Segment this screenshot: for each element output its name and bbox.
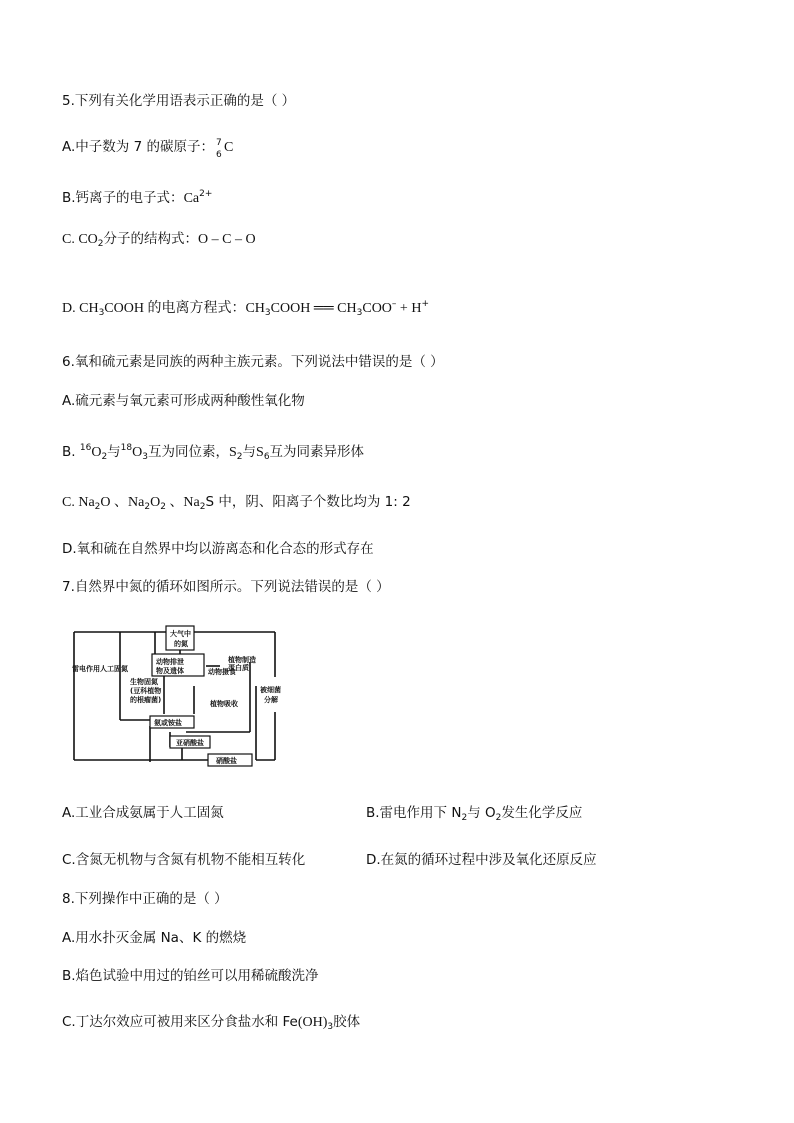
svg-text:生物固氮: 生物固氮: [130, 678, 158, 686]
diagram-lightning-label: 雷电作用: [72, 665, 100, 673]
diagram-plant-absorb-label: 植物吸收: [210, 700, 238, 708]
q7-option-d: D.在氮的循环过程中涉及氧化还原反应: [366, 852, 597, 868]
q6-option-b: B. $^{16}O_2$与$^{18}O_3$互为同位素，$S_2$与$S_6$互为同素异形体: [62, 443, 365, 462]
svg-text:植物制造: 植物制造: [228, 656, 256, 664]
diagram-artificial-label: 人工固氮: [100, 665, 128, 673]
svg-text:动物排泄: 动物排泄: [156, 658, 184, 666]
diagram-animal-eat-label: 动物摄食: [208, 668, 236, 676]
q5-option-d: D. $CH_3COOH$ 的电离方程式：$CH_3COOH$ ══ $CH_3COO^- + H^+$: [62, 299, 429, 318]
svg-text:的氮: 的氮: [174, 640, 188, 648]
svg-text:分解: 分解: [264, 696, 278, 704]
carbon-isotope: 7 6: [215, 138, 222, 160]
q7-option-b: B.雷电作用下 $N_2$与 $O_2$发生化学反应: [366, 805, 583, 823]
q7-option-c: C.含氮无机物与含氮有机物不能相互转化: [62, 852, 306, 868]
q5-option-a: [62, 138, 234, 160]
nitrogen-cycle-diagram: [70, 622, 310, 772]
q5-a-text: A.中子数为 7 的碳原子：: [62, 139, 214, 155]
q5-option-b: B.钙离子的电子式：$Ca^{2+}$: [62, 189, 213, 206]
svg-text:物及遗体: 物及遗体: [156, 667, 184, 675]
q6-option-a: A.硫元素与氧元素可形成两种酸性氧化物: [62, 393, 305, 409]
q5-stem: 5.下列有关化学用语表示正确的是（ ）: [62, 93, 296, 109]
q7-option-a: A.工业合成氨属于人工固氮: [62, 805, 224, 821]
carbon-symbol: C: [223, 140, 234, 155]
diagram-ammonium-label: 氨或铵盐: [154, 719, 182, 727]
diagram-atm-label: 大气中: [170, 630, 191, 638]
q6-stem: 6.氧和硫元素是同族的两种主族元素。下列说法中错误的是（ ）: [62, 354, 444, 370]
svg-text:被细菌: 被细菌: [260, 686, 281, 694]
q5-option-c: C. $CO_2$分子的结构式：O – C – O: [62, 231, 256, 249]
q8-option-c: C.丁达尔效应可被用来区分食盐水和 $Fe(OH)_3$胶体: [62, 1014, 361, 1032]
q7-stem: 7.自然界中氮的循环如图所示。下列说法错误的是（ ）: [62, 579, 390, 595]
q8-stem: 8.下列操作中正确的是（ ）: [62, 891, 228, 907]
q6-option-d: D.氧和硫在自然界中均以游离态和化合态的形式存在: [62, 541, 374, 557]
q8-option-b: B.焰色试验中用过的铂丝可以用稀硫酸洗净: [62, 968, 319, 984]
svg-text:的根瘤菌): 的根瘤菌): [130, 696, 162, 704]
q6-option-c: C. $Na_2O$ 、$Na_2O_2$ 、$Na_2S$ 中，阴、阳离子个数比均为 1: 2: [62, 494, 411, 512]
q8-option-a: A.用水扑灭金属 Na、K 的燃烧: [62, 930, 247, 946]
svg-text:(豆科植物: (豆科植物: [130, 687, 162, 695]
diagram-nitrate-label: 硝酸盐: [216, 757, 237, 765]
svg-text:蛋白质: 蛋白质: [228, 664, 249, 672]
diagram-nitrite-label: 亚硝酸盐: [176, 739, 204, 747]
